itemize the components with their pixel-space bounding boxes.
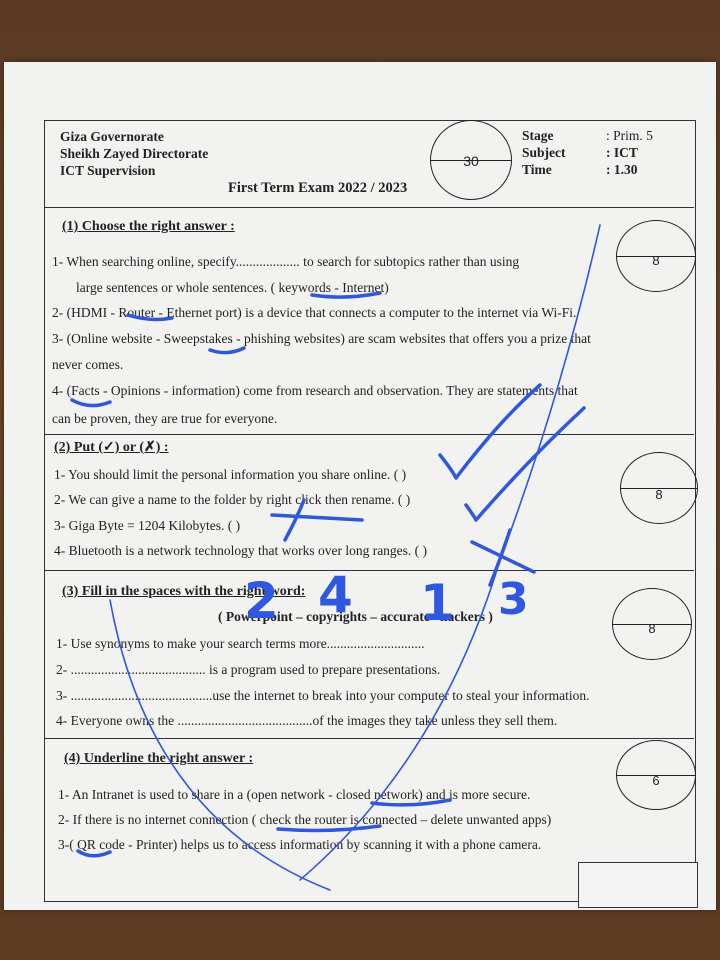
- handwritten-digit: 1: [420, 574, 455, 632]
- total-mark-circle: [430, 120, 512, 200]
- section-mark-circle: [616, 740, 696, 810]
- divider: [44, 207, 694, 208]
- section-title: (4) Underline the right answer :: [64, 751, 254, 766]
- exam-title: First Term Exam 2022 / 2023: [228, 180, 408, 196]
- exam-frame: [44, 120, 696, 902]
- question-line: 2- We can give a name to the folder by right click then rename. ( ): [54, 492, 411, 507]
- score-box: [578, 862, 698, 908]
- governorate-label: Giza Governorate: [60, 129, 164, 144]
- stage-value: : Prim. 5: [606, 128, 653, 143]
- divider: [44, 738, 694, 739]
- question-line: 1- Use synonyms to make your search terms more.............................: [56, 636, 425, 651]
- section-mark-circle: [620, 452, 698, 524]
- question-line: 4- (Facts - Opinions - information) come from research and observation. They are statements that: [52, 383, 578, 398]
- question-line: 1- When searching online, specify................... to search for subtopics rather than using: [52, 254, 520, 269]
- question-line: 3- Giga Byte = 1204 Kilobytes. ( ): [54, 518, 241, 533]
- section-title: (2) Put (✓) or (✗) :: [54, 440, 169, 455]
- section-title: (1) Choose the right answer :: [62, 219, 235, 234]
- time-label: Time: [522, 162, 552, 177]
- question-line: 4- Everyone owns the ........................................of the images they take unless they sell them.: [56, 713, 558, 728]
- question-line: can be proven, they are true for everyone.: [52, 411, 278, 426]
- question-line: never comes.: [52, 357, 124, 372]
- section-mark: 8: [655, 487, 663, 502]
- stage-label: Stage: [522, 128, 554, 143]
- handwritten-digit: 4: [318, 566, 353, 624]
- section-mark: 8: [648, 621, 656, 636]
- question-line: 1- You should limit the personal information you share online. ( ): [54, 467, 407, 482]
- supervision-label: ICT Supervision: [60, 163, 156, 178]
- question-line: 2- If there is no internet connection ( check the router is connected – delete unwanted apps): [58, 812, 552, 827]
- word-bank: ( Powerpoint – copyrights – accurate– hackers ): [218, 609, 493, 624]
- question-line: 1- An Intranet is used to share in a (open network - closed network) and is more secure.: [58, 787, 531, 802]
- directorate-label: Sheikh Zayed Directorate: [60, 146, 209, 161]
- question-line: 3- (Online website - Sweepstakes - phishing websites) are scam websites that offers you a prize that: [52, 331, 591, 346]
- section-mark-circle: [612, 588, 692, 660]
- question-line: 3-( QR code - Printer) helps us to access information by scanning it with a phone camera.: [58, 837, 542, 852]
- divider: [44, 570, 694, 571]
- question-line: 3- ..........................................use the internet to break into your computer to steal your information.: [56, 688, 590, 703]
- handwritten-digit: 2: [244, 572, 279, 630]
- question-line: large sentences or whole sentences. ( keywords - Internet): [76, 280, 389, 295]
- total-mark: 30: [463, 153, 479, 169]
- section-mark: 6: [652, 773, 660, 788]
- question-line: 2- ........................................ is a program used to prepare presentations.: [56, 662, 441, 677]
- question-line: 2- (HDMI - Router - Ethernet port) is a device that connects a computer to the internet via Wi-Fi.: [52, 305, 577, 320]
- question-line: 4- Bluetooth is a network technology that works over long ranges. ( ): [54, 543, 428, 558]
- section-title: (3) Fill in the spaces with the right word:: [62, 584, 306, 599]
- subject-label: Subject: [522, 145, 566, 160]
- section-mark-circle: [616, 220, 696, 292]
- section-mark: 8: [652, 253, 660, 268]
- subject-value: : ICT: [606, 145, 638, 160]
- divider: [44, 434, 694, 435]
- handwritten-digit: 3: [498, 574, 529, 625]
- time-value: : 1.30: [606, 162, 638, 177]
